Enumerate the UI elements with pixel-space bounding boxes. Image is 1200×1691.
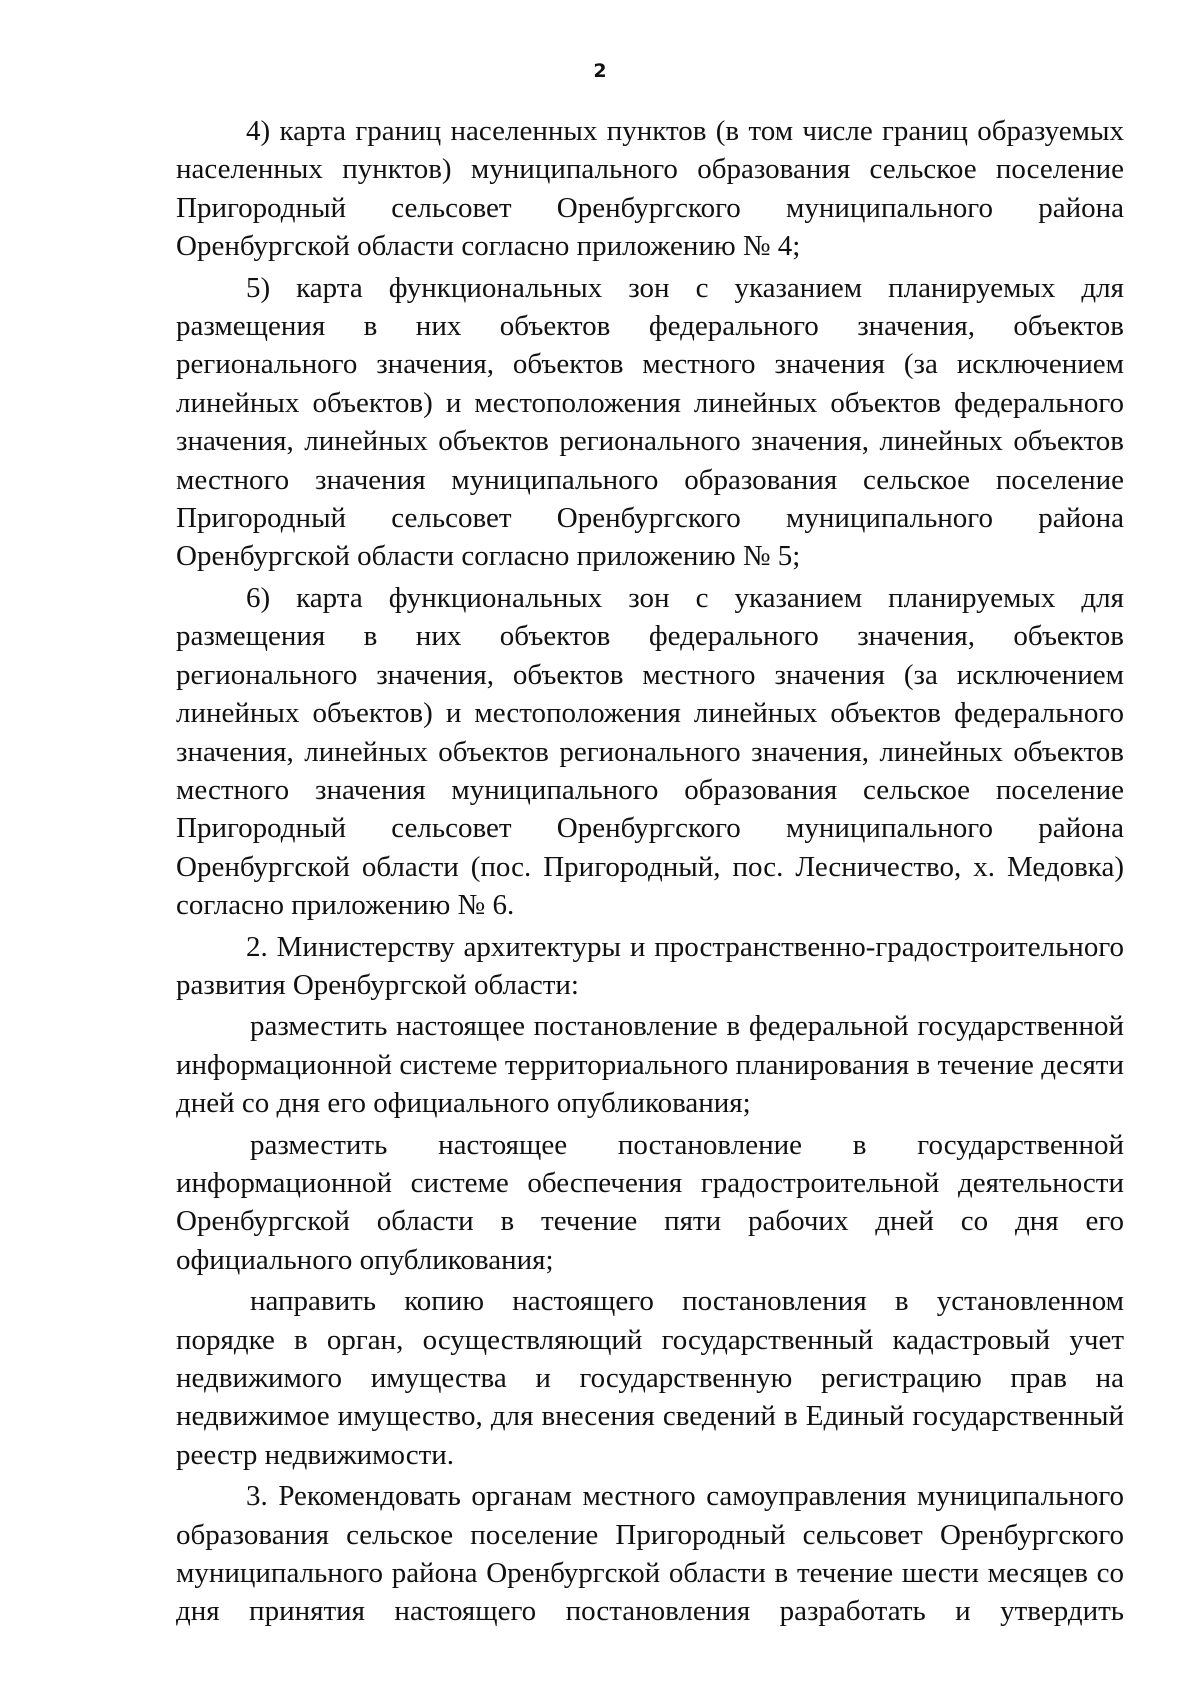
paragraph-clause-2-sub-3: направить копию настоящего постановления в установленном порядке в орган, осуществляющий государственный кадастровый учет недвижимого имущества и государственную регистрацию прав на недвижимое имущество, для внесения сведений в Единый государственный реестр недвижимости.	[176, 1285, 1124, 1471]
paragraph-item-4: 4) карта границ населенных пунктов (в том числе границ образуемых населенных пунктов) муниципального образования сельское поселение Пригородный сельсовет Оренбургского муниципального района Оренбургской области согласно приложению № 4;	[176, 115, 1124, 263]
paragraph-clause-2-sub-2: разместить настоящее постановление в государственной информационной системе обеспечения градостроительной деятельности Оренбургской области в течение пяти рабочих дней со дня его официального опубликования;	[176, 1128, 1124, 1276]
paragraph-item-5: 5) карта функциональных зон с указанием планируемых для размещения в них объектов федерального значения, объектов регионального значения, объектов местного значения (за исключением линейных объектов) и местоположения линейных объектов федерального значения, линейных объектов регионального значения, линейных объектов местного значения муниципального образования сельское поселение Пригородный сельсовет Оренбургского муниципального района Оренбургской области согласно приложению № 5;	[176, 271, 1124, 573]
paragraph-clause-3: 3. Рекомендовать органам местного самоуправления муниципального образования сельское поселение Пригородный сельсовет Оренбургского муниципального района Оренбургской области в течение шести месяцев со дня принятия настоящего постановления разработать и утвердить	[176, 1480, 1124, 1628]
document-body	[176, 112, 1124, 1634]
paragraph-clause-2: 2. Министерству архитектуры и пространственно-градостроительного развития Оренбургской области:	[176, 930, 1124, 1001]
page-number: 2	[593, 60, 607, 82]
paragraph-clause-2-sub-1: разместить настоящее постановление в федеральной государственной информационной системе территориального планирования в течение десяти дней со дня его официального опубликования;	[176, 1010, 1124, 1120]
paragraph-item-6: 6) карта функциональных зон с указанием планируемых для размещения в них объектов федерального значения, объектов регионального значения, объектов местного значения (за исключением линейных объектов) и местоположения линейных объектов федерального значения, линейных объектов регионального значения, линейных объектов местного значения муниципального образования сельское поселение Пригородный сельсовет Оренбургского муниципального района Оренбургской области (пос. Пригородный, пос. Лесничество, х. Медовка) согласно приложению № 6.	[176, 581, 1124, 922]
